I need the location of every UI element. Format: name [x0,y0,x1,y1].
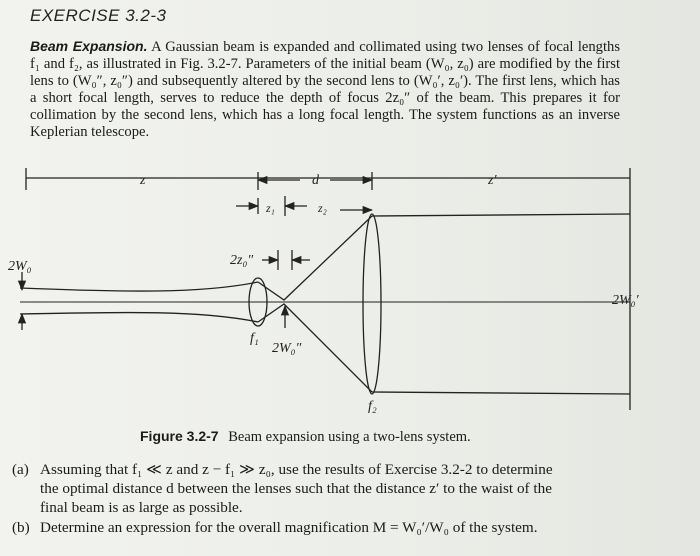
question-a-line1: Assuming that f₁ ≪ z and z − f₁ ≫ z₀, use the results of Exercise 3.2-2 to determine [40,461,553,478]
question-b-tag: (b) [12,519,30,536]
label-waist: 2W₀″ [272,341,302,356]
question-a-line3: final beam is as large as possible. [40,499,243,516]
question-a-tag: (a) [12,461,29,478]
lens-f2 [363,214,381,394]
label-z2: z₂ [318,201,327,215]
caption-text: Beam expansion using a two-lens system. [228,429,471,445]
label-depth-of-focus: 2z₀″ [230,253,254,268]
label-f2: f₂ [368,399,377,414]
beam-expansion-figure [0,150,700,425]
label-f1: f₁ [250,331,259,346]
label-2w0-prime: 2W₀′ [612,293,639,308]
question-b-line1: Determine an expression for the overall magnification M = W₀′/W₀ of the system. [40,519,538,536]
expanding-beam-top [258,216,372,300]
input-beam-bottom [20,312,258,322]
question-a [12,460,672,517]
input-beam-top [20,282,258,291]
label-2w0: 2W₀ [8,259,32,274]
label-z: z [140,173,146,188]
output-beam-bottom [372,392,630,394]
label-d: d [312,173,319,188]
caption-number: Figure 3.2-7 [140,428,219,444]
question-b [12,518,672,537]
exercise-paragraph [30,38,620,141]
figure-caption [140,428,471,446]
paragraph-lead: Beam Expansion. [30,38,148,54]
question-a-line2: the optimal distance d between the lenses such that the distance z′ to the waist of the [40,480,552,497]
label-z-prime: z′ [488,173,497,188]
output-beam-top [372,214,630,216]
exercise-title: EXERCISE 3.2-3 [30,6,167,25]
paragraph-text: A Gaussian beam is expanded and collimated using two lenses of focal lengths f₁ and f₂, as illustrated in Fig. 3.2-7. Parameters of the initial beam (W₀, z₀) are modified by the first lens to (W₀″, z₀″) and subsequently altered by the second lens to (W₀′, z₀′). The first lens, which has a short focal length, serves to reduce the depth of focus 2z₀″ of the beam. This prepares it for collimation by the second lens, which has a long focal length. The system functions as an inverse Keplerian telescope. [30,39,620,140]
label-z1: z₁ [266,201,275,215]
